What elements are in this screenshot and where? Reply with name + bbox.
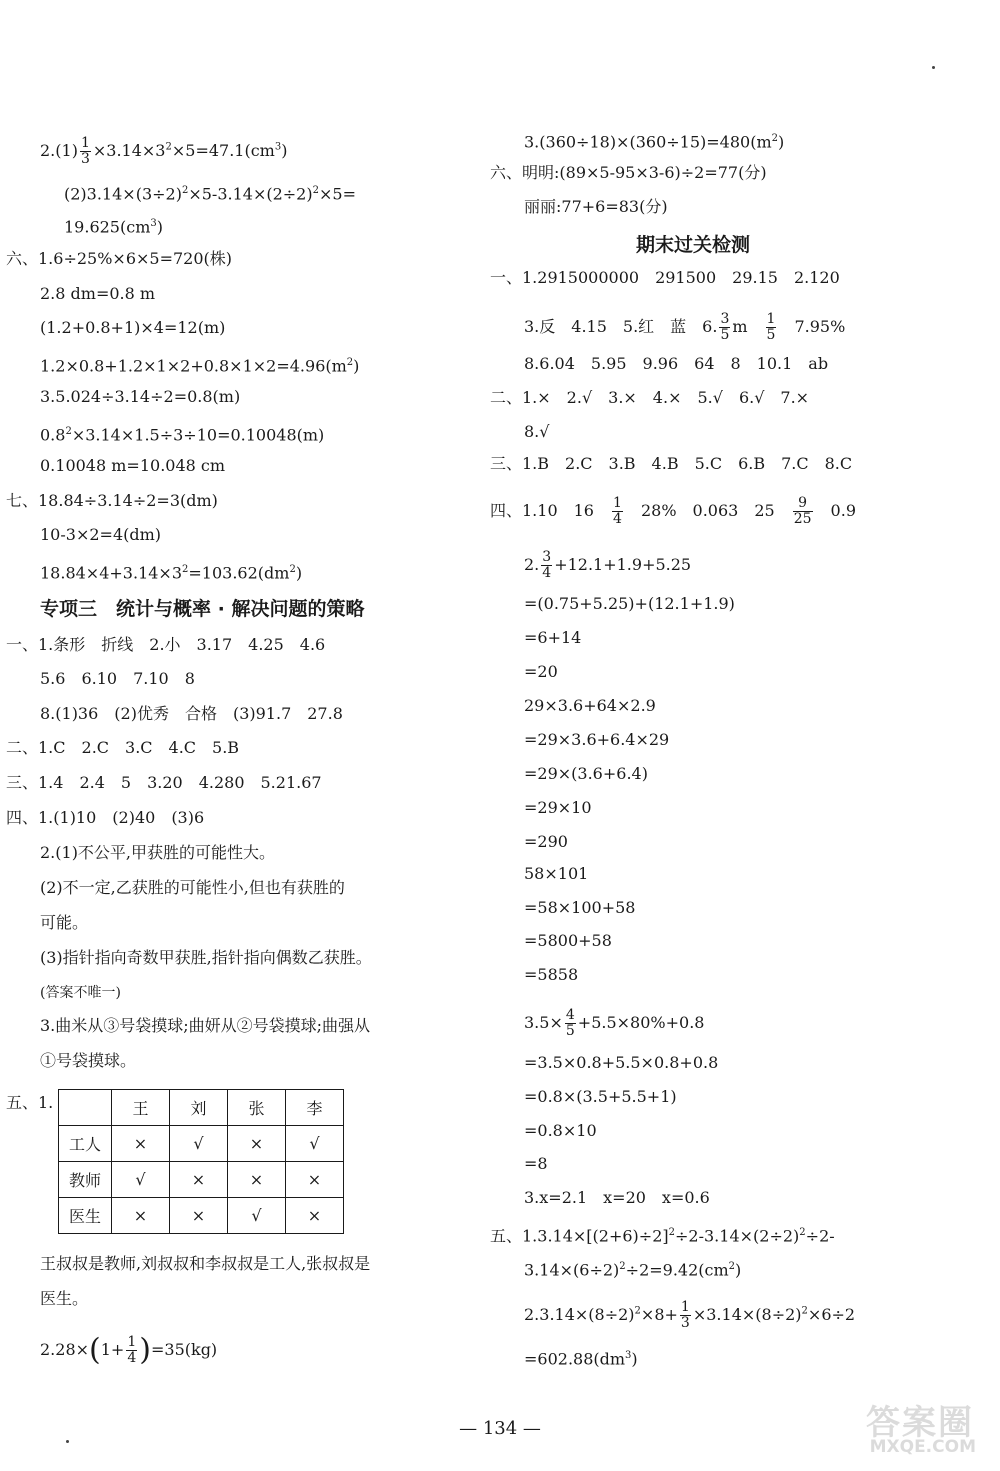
table-cell: 医生 [59,1198,112,1234]
answer-line: =20 [524,662,558,681]
paren: ) [139,1332,151,1368]
answer-line: (2)不一定,乙获胜的可能性小,但也有获胜的 [40,878,345,897]
text: 3.5× [524,1013,563,1032]
table-cell: × [286,1198,344,1234]
answer-line: 三、1.4 2.4 5 3.20 4.280 5.21.67 [6,773,322,792]
answer-line [40,352,359,377]
answer-line: 王叔叔是教师,刘叔叔和李叔叔是工人,张叔叔是 [40,1254,371,1273]
answer-line: 2.8 dm=0.8 m [40,284,156,303]
text: m [732,317,748,336]
table-row [59,1126,344,1162]
table-header-cell: 王 [112,1090,170,1126]
paren: ( [89,1332,101,1368]
table-header-row [59,1090,344,1126]
watermark-text: 答案圈 [866,1403,974,1443]
exponent: 2 [289,564,296,575]
answer-line: 四、1.(1)10 (2)40 (3)6 [6,808,205,827]
section-heading: 期末过关检测 [636,234,751,256]
exponent: 2 [182,564,189,575]
numerator: 3 [542,549,552,565]
numerator: 1 [680,1299,690,1315]
text: 19.625(cm [64,217,151,237]
text: 2.3.14×(8÷2) [524,1305,635,1324]
answer-line [524,128,784,153]
answer-line: (3)指针指向奇数甲获胜,指针指向偶数乙获胜。 [40,948,372,967]
text: ÷2- [805,1226,835,1246]
logic-table [58,1089,344,1234]
answer-line: =0.8×(3.5+5.5+1) [524,1087,677,1106]
answer-line: 医生。 [40,1289,89,1308]
answer-line: =6+14 [524,628,582,647]
answer-line: =0.8×10 [524,1121,597,1140]
answer-line: =(0.75+5.25)+(12.1+1.9) [524,594,735,613]
answer-line: 3.x=2.1 x=20 x=0.6 [524,1188,710,1207]
numerator: 1 [766,311,776,327]
section-heading: 专项三 统计与概率 · 解决问题的策略 [40,598,365,620]
text: 1.2×0.8+1.2×1×2+0.8×1×2=4.96(m [40,356,347,376]
text: +5.5×80%+0.8 [577,1013,705,1032]
text: 7.95% [794,317,846,336]
fraction [680,1300,691,1331]
fraction [719,312,730,343]
text: 2.(1) [40,141,78,160]
answer-line: 29×3.6+64×2.9 [524,696,656,715]
answer-line: 5.6 6.10 7.10 8 [40,669,195,688]
text: =602.88(dm [524,1349,626,1369]
watermark-url: MXQE.COM [869,1437,976,1457]
numerator: 1 [127,1334,137,1350]
exponent: 2 [634,1305,641,1317]
exponent: 2 [668,1227,675,1238]
answer-line: 二、1.C 2.C 3.C 4.C 5.B [6,738,240,757]
text: ) [777,132,785,152]
text: =103.62(dm [188,563,290,583]
denominator: 5 [720,327,730,343]
answer-note: (答案不唯一) [40,985,121,1001]
text: 四、1.10 16 [490,501,594,520]
table-cell: 工人 [59,1126,112,1162]
answer-line: (1.2+0.8+1)×4=12(m) [40,318,226,337]
exponent: 2 [346,357,354,368]
answer-line: =290 [524,832,568,851]
text: ×3.14×(8÷2) [692,1305,802,1324]
text: 0.9 [830,501,856,520]
exponent: 2 [165,141,172,153]
answer-line: 三、1.B 2.C 3.B 4.B 5.C 6.B 7.C 8.C [490,454,853,473]
denominator: 25 [793,511,812,527]
table-cell: × [170,1198,228,1234]
table-header-cell [59,1090,112,1126]
answer-line: 六、明明:(89×5-95×3-6)÷2=77(分) [490,163,767,182]
fraction [565,1008,576,1039]
answer-line: 丽丽:77+6=83(分) [524,197,668,216]
text: ÷2-3.14×(2÷2) [675,1226,800,1246]
exponent: 3 [150,218,157,229]
text: ) [353,356,360,376]
answer-line [524,1345,638,1370]
answer-line: =5858 [524,965,579,984]
text: ×6÷2 [807,1305,856,1324]
table-cell: × [112,1126,170,1162]
answer-line: =58×100+58 [524,898,636,917]
answer-line [524,1300,855,1331]
answer-line: 0.10048 m=10.048 cm [40,456,226,475]
answer-line [40,136,287,167]
text: 0.8 [40,425,66,445]
fraction [766,312,777,343]
fraction [612,496,623,527]
answer-line: ①号袋摸球。 [40,1051,137,1070]
text: 1+ [100,1340,125,1359]
numerator: 4 [565,1007,575,1023]
answer-line: =3.5×0.8+5.5×0.8+0.8 [524,1053,719,1072]
answer-line [40,559,302,584]
answer-line: 2.(1)不公平,甲获胜的可能性大。 [40,843,276,862]
exponent: 2 [771,133,778,144]
table-cell: 教师 [59,1162,112,1198]
fraction [793,496,813,527]
text: ) [295,563,303,583]
text: 3.14×(6÷2) [524,1260,620,1280]
text: ×3.14×1.5÷3÷10=0.10048(m) [71,425,325,445]
text: 28% 0.063 25 [640,501,775,520]
answer-line: 58×101 [524,864,589,883]
text: 3.(360÷18)×(360÷15)=480(m [524,132,772,152]
fraction [541,550,552,581]
answer-line [524,1008,704,1039]
text: ×5-3.14×(2÷2) [188,184,313,204]
answer-line: 8.(1)36 (2)优秀 合格 (3)91.7 27.8 [40,704,343,723]
scan-speck [932,66,935,69]
text: (2)3.14×(3÷2) [64,184,182,204]
text: ×8+ [640,1305,678,1324]
answer-line: 六、1.6÷25%×6×5=720(株) [6,249,233,268]
numerator: 9 [793,496,813,512]
table-cell: √ [228,1198,286,1234]
fraction [126,1335,137,1366]
exponent: 2 [801,1305,808,1317]
denominator: 4 [613,511,622,527]
table-cell: × [228,1126,286,1162]
answer-line [64,180,356,205]
text: ) [156,217,163,237]
denominator: 4 [127,1350,137,1366]
answer-line [64,213,163,238]
exponent: 2 [312,185,319,196]
answer-line [524,550,691,581]
text: ×3.14×3 [92,141,166,160]
exponent: 3 [625,1350,632,1361]
answer-line: =29×10 [524,798,592,817]
answer-line: 二、1.× 2.√ 3.× 4.× 5.√ 6.√ 7.× [490,388,810,407]
table-cell: √ [170,1126,228,1162]
table-cell: × [286,1162,344,1198]
answer-line [40,1332,218,1368]
denominator: 5 [565,1023,575,1039]
text: ) [631,1349,638,1369]
table-row [59,1198,344,1234]
text: 3.反 4.15 5.红 蓝 6. [524,317,718,336]
text: ÷2=9.42(cm [625,1260,729,1280]
answer-line: 3.5.024÷3.14÷2=0.8(m) [40,387,241,406]
exponent: 2 [65,426,72,437]
exponent: 2 [181,185,189,196]
table-row [59,1162,344,1198]
answer-line: 3.曲米从③号袋摸球;曲妍从②号袋摸球;曲强从 [40,1016,371,1035]
watermark-logo [822,1393,982,1463]
answer-line: 8.6.04 5.95 9.96 64 8 10.1 ab [524,354,829,373]
table-cell: × [170,1162,228,1198]
numerator: 3 [720,311,730,327]
numerator: 1 [80,135,90,151]
answer-line [524,312,845,343]
exponent: 2 [619,1261,626,1272]
text: 18.84×4+3.14×3 [40,563,183,583]
answer-line: 可能。 [40,913,89,932]
table-header-cell: 张 [228,1090,286,1126]
numerator: 1 [613,495,622,511]
scan-speck [66,1440,69,1443]
text: ×5=47.1(cm [171,141,275,160]
answer-line [40,421,324,446]
exponent: 3 [274,141,282,153]
answer-line: 8.√ [524,422,550,441]
exponent: 2 [728,1261,736,1272]
text: ) [735,1260,742,1280]
text: ×5= [318,184,356,204]
answer-line: 一、1.条形 折线 2.小 3.17 4.25 4.6 [6,635,326,654]
exponent: 2 [799,1227,806,1238]
table-cell: √ [112,1162,170,1198]
answer-line: 一、1.2915000000 291500 29.15 2.120 [490,268,840,287]
answer-line: 五、1. [6,1093,54,1112]
answer-line [490,496,856,527]
text: 2. [524,555,540,574]
page-number: — 134 — [459,1418,541,1439]
table-cell: √ [286,1126,344,1162]
answer-line: =5800+58 [524,931,612,950]
text: ) [281,141,288,160]
fraction [80,136,91,167]
denominator: 3 [680,1315,690,1331]
text: 2.28× [40,1340,90,1359]
answer-line: =29×3.6+6.4×29 [524,730,670,749]
answer-line: 七、18.84÷3.14÷2=3(dm) [6,491,218,510]
text: 五、1.3.14×[(2+6)÷2] [490,1226,669,1246]
table-cell: × [112,1198,170,1234]
table-header-cell: 刘 [170,1090,228,1126]
answer-line: =8 [524,1154,548,1173]
answer-line: 10-3×2=4(dm) [40,525,162,544]
denominator: 4 [542,565,552,581]
table-header-cell: 李 [286,1090,344,1126]
denominator: 5 [766,327,776,343]
table-cell: × [228,1162,286,1198]
answer-line: =29×(3.6+6.4) [524,764,648,783]
text: =35(kg) [150,1340,218,1359]
answer-line [490,1222,835,1247]
answer-line [524,1256,741,1281]
denominator: 3 [80,151,90,167]
text: +12.1+1.9+5.25 [554,555,692,574]
